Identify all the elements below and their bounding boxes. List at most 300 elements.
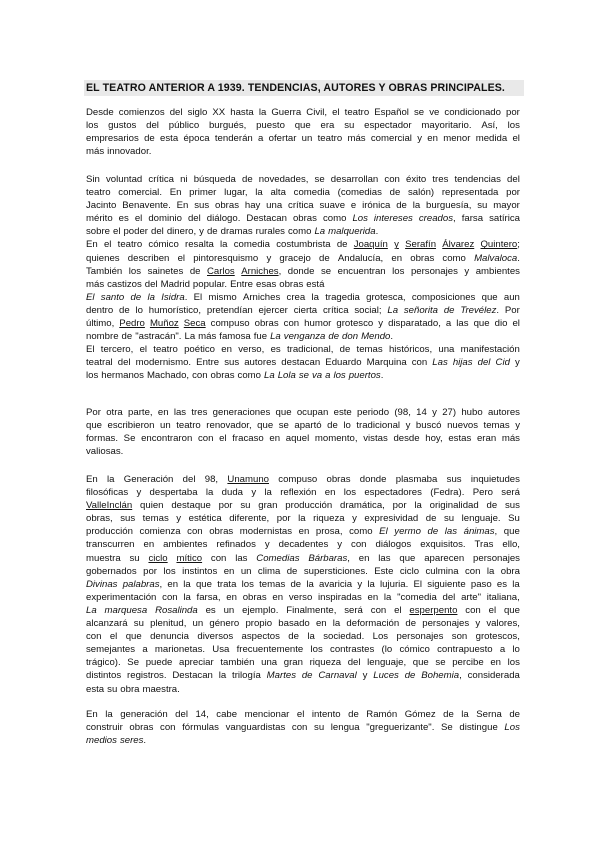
word: producción: [86, 526, 133, 538]
word: Las: [432, 357, 448, 369]
word: Tras: [474, 539, 494, 551]
word: esta: [160, 133, 179, 145]
word: y: [136, 487, 142, 499]
word: plasmaba: [395, 474, 438, 485]
word: mítico: [176, 552, 203, 564]
word: cómico: [399, 644, 430, 656]
word: esas: [256, 278, 277, 290]
word: Sin: [86, 174, 100, 185]
word: En: [86, 474, 98, 485]
word: irónica: [362, 200, 391, 212]
word: La: [264, 370, 275, 382]
word: que: [195, 578, 212, 590]
word: Por: [504, 304, 520, 316]
word: gustos: [108, 120, 137, 132]
word: La: [184, 331, 196, 343]
word: culmina: [425, 565, 459, 577]
word: e: [350, 200, 357, 212]
word: contrastes: [330, 644, 375, 656]
word: con: [351, 539, 367, 551]
word: marionetas.: [154, 644, 206, 656]
text-line: [86, 445, 520, 458]
word: de: [144, 133, 155, 145]
word: a: [499, 644, 506, 656]
text-line: [86, 119, 520, 132]
word: 98,: [204, 474, 219, 485]
text-line: [86, 212, 520, 225]
word: yermo: [394, 526, 421, 538]
word: Se: [123, 433, 136, 445]
word: gobernados: [86, 565, 137, 577]
word: y: [251, 487, 257, 499]
word: búsqueda: [193, 174, 236, 185]
word: aun: [503, 291, 520, 303]
word: El: [86, 344, 95, 356]
text-line: [86, 145, 520, 158]
word: teatro: [176, 420, 201, 432]
word: y: [417, 133, 422, 145]
word: como: [237, 370, 262, 382]
word: En: [176, 200, 189, 212]
word: su: [129, 552, 140, 564]
text-line: [86, 106, 520, 119]
word: "greguerizante".: [366, 722, 435, 734]
word: Trevélez.: [460, 304, 500, 316]
text-line: [86, 486, 520, 499]
word: la: [307, 631, 315, 643]
word: alcanzará: [86, 618, 128, 630]
word: es: [118, 213, 129, 225]
word: ejemplo.: [242, 604, 279, 616]
word: humorístico,: [148, 304, 202, 316]
text-line: [86, 591, 520, 604]
word: de: [288, 631, 299, 643]
word: de: [286, 565, 298, 577]
word: cabe: [216, 709, 238, 720]
word: teatral: [86, 357, 113, 369]
word: por: [392, 500, 407, 512]
word: como: [349, 526, 373, 538]
word: lo: [512, 644, 520, 656]
word: la: [105, 709, 113, 720]
word: vistas: [363, 433, 388, 445]
word: Desde: [86, 107, 114, 118]
word: parte,: [128, 407, 153, 418]
word: 27): [442, 407, 457, 418]
word: la: [107, 474, 115, 485]
word: de: [121, 331, 133, 343]
word: espectadores: [364, 487, 422, 499]
word: éxito: [405, 174, 427, 185]
word: obra: [120, 683, 140, 695]
word: formas.: [86, 433, 118, 445]
word: buscó: [415, 420, 442, 432]
word: fue: [253, 331, 268, 343]
word: del: [169, 107, 183, 118]
word: puesto: [256, 120, 285, 132]
word: alta: [270, 187, 286, 199]
word: Entre: [230, 278, 253, 290]
word: salón): [408, 187, 435, 199]
word: plenitud,: [150, 618, 187, 630]
word: "comedia: [397, 591, 437, 603]
word: maestra.: [142, 683, 180, 695]
word: trilogía: [232, 670, 261, 682]
text-line: [86, 512, 520, 525]
word: filosóficas: [86, 487, 129, 499]
word: farsa: [461, 213, 484, 225]
word: distintos: [86, 670, 122, 682]
word: del: [117, 357, 131, 369]
word: la: [218, 670, 227, 682]
word: la: [461, 709, 469, 720]
word: y: [515, 357, 520, 369]
word: lengua: [330, 722, 360, 734]
word: vanguardistas: [225, 722, 286, 734]
word: suave: [319, 200, 346, 212]
word: obras: [254, 318, 279, 330]
word: riqueza: [309, 657, 342, 669]
word: ofertar: [268, 133, 297, 145]
word: género: [209, 618, 240, 630]
word: siglo: [187, 107, 208, 118]
word: esperpento: [409, 604, 458, 616]
word: un: [301, 133, 313, 145]
word: se: [435, 657, 446, 669]
word: que: [503, 526, 520, 538]
word: la: [298, 513, 306, 525]
word: transcurren: [86, 539, 135, 551]
word: su: [344, 120, 355, 132]
word: tenderán: [214, 133, 253, 145]
word: de: [319, 252, 330, 264]
word: dramática,: [340, 500, 385, 512]
word: satírica: [489, 213, 520, 225]
word: el: [109, 631, 118, 643]
word: temas: [142, 513, 169, 525]
word: los: [507, 120, 520, 132]
word: con: [197, 433, 214, 445]
word: Se: [127, 657, 140, 669]
word: obras: [210, 370, 235, 382]
word: el: [103, 239, 112, 251]
word: y: [176, 513, 182, 525]
word: por: [506, 187, 520, 199]
word: castizos: [107, 278, 142, 290]
word: y: [405, 420, 411, 432]
word: las: [378, 552, 391, 564]
word: su: [477, 200, 488, 212]
word: lugar,: [224, 187, 248, 199]
word: una: [266, 200, 283, 212]
word: un: [223, 604, 235, 616]
word: históricos,: [388, 344, 433, 356]
word: generación: [120, 709, 168, 720]
word: La: [270, 331, 281, 343]
word: hay: [244, 200, 261, 212]
word: Luces: [373, 670, 399, 682]
word: de: [119, 304, 130, 316]
word: social;: [354, 304, 382, 316]
word: su: [314, 722, 325, 734]
word: tradicional,: [286, 344, 334, 356]
word: sociedad.: [323, 631, 365, 643]
word: quien: [140, 500, 164, 512]
text-line: [86, 173, 520, 186]
word: exquisitos.: [420, 539, 466, 551]
word: de: [339, 344, 351, 356]
word: del: [144, 278, 158, 290]
word: El: [413, 578, 423, 590]
word: mayor: [493, 200, 520, 212]
text-line: [86, 538, 520, 551]
word: fórmulas: [182, 722, 219, 734]
word: más: [86, 146, 105, 158]
word: que: [275, 407, 292, 418]
word: representada: [441, 187, 499, 199]
word: de: [336, 239, 348, 251]
word: Benavente.: [122, 200, 171, 212]
word: tercero,: [100, 344, 134, 356]
word: distingue: [459, 722, 498, 734]
word: comedia: [233, 239, 270, 251]
word: y: [378, 318, 384, 330]
word: de: [509, 709, 520, 720]
word: que: [503, 604, 520, 616]
word: la: [183, 591, 191, 603]
word: Machado,: [146, 370, 190, 382]
word: de: [242, 174, 253, 185]
word: de: [486, 500, 498, 512]
word: época: [183, 133, 210, 145]
word: Comedias: [256, 552, 300, 564]
word: Este: [374, 565, 394, 577]
word: con: [162, 591, 178, 603]
word: resalta: [185, 239, 214, 251]
word: en: [272, 591, 284, 603]
word: italiana,: [486, 591, 520, 603]
word: ánimas,: [463, 526, 498, 538]
document-title: EL TEATRO ANTERIOR A 1939. TENDENCIAS, AUTORES Y OBRAS PRINCIPALES.: [84, 80, 524, 96]
word: modernismo.: [135, 357, 192, 369]
word: y: [475, 618, 481, 630]
word: Joaquín: [353, 239, 388, 251]
word: más: [501, 433, 520, 445]
word: Destacan: [246, 213, 287, 225]
word: deformación: [346, 618, 400, 630]
word: la: [306, 578, 314, 590]
word: un: [192, 618, 204, 630]
word: en: [367, 591, 379, 603]
word: los: [310, 644, 323, 656]
word: innovador.: [107, 146, 152, 158]
text-line: [86, 708, 520, 721]
word: Martes: [266, 670, 296, 682]
word: un: [240, 565, 252, 577]
word: y: [266, 252, 272, 264]
word: Los: [372, 631, 389, 643]
word: La: [387, 304, 399, 316]
word: ve: [429, 107, 440, 118]
word: seres.: [119, 735, 147, 747]
word: el: [512, 133, 520, 145]
word: los: [343, 487, 357, 499]
word: ejercer: [258, 304, 288, 316]
word: que: [86, 420, 103, 432]
word: del: [507, 174, 520, 185]
word: las: [173, 407, 187, 418]
word: Muñoz: [149, 318, 179, 330]
word: donde: [287, 265, 315, 277]
word: en: [223, 565, 235, 577]
word: comienzos: [118, 107, 165, 118]
word: momento,: [314, 433, 358, 445]
word: en: [427, 133, 438, 145]
word: voluntad: [106, 174, 143, 185]
word: que: [294, 120, 311, 132]
word: mencionar: [244, 709, 290, 720]
word: dentro: [86, 304, 114, 316]
word: los: [86, 120, 99, 132]
word: dramas: [220, 226, 253, 238]
word: los: [333, 370, 346, 382]
word: poético: [184, 344, 216, 356]
word: mayoritario.: [421, 120, 472, 132]
word: inquietudes: [470, 474, 520, 485]
text-line: [86, 238, 520, 251]
word: en: [324, 487, 336, 499]
text-line: [86, 669, 520, 682]
word: intento: [311, 709, 341, 720]
word: los: [163, 565, 176, 577]
word: como: [287, 226, 312, 238]
word: en: [167, 578, 179, 590]
word: con: [210, 552, 227, 564]
word: una: [438, 344, 455, 356]
word: el: [296, 709, 305, 720]
word: obras,: [86, 513, 113, 525]
word: a: [325, 370, 331, 382]
word: decadentes: [278, 539, 329, 551]
text-line: [86, 565, 520, 578]
word: tres: [432, 174, 449, 185]
word: con: [411, 357, 428, 369]
word: composiciones: [411, 291, 476, 303]
word: (lo: [381, 644, 393, 656]
word: personajes: [410, 265, 458, 277]
word: Finalmente,: [286, 604, 337, 616]
word: el: [488, 604, 497, 616]
text-line: [86, 252, 520, 265]
text-line: [86, 721, 520, 734]
word: la: [332, 618, 341, 630]
word: Destacan: [172, 670, 213, 682]
word: los: [86, 370, 99, 382]
text-line: [86, 604, 520, 617]
text-line: [86, 343, 520, 356]
word: Mendo.: [361, 331, 394, 343]
word: teatro: [117, 239, 143, 251]
word: eran: [476, 433, 497, 445]
word: del: [146, 120, 159, 132]
word: puertos.: [348, 370, 384, 382]
word: cierta: [293, 304, 318, 316]
word: el: [134, 213, 143, 225]
word: en: [315, 618, 327, 630]
text-line: [86, 317, 520, 330]
word: refinados: [216, 539, 256, 551]
word: estas: [448, 433, 472, 445]
word: con: [160, 722, 176, 734]
word: farsa,: [196, 591, 221, 603]
word: que: [399, 552, 416, 564]
paragraph-renovating-theatre: [86, 406, 520, 458]
word: quienes: [86, 252, 120, 264]
word: con: [464, 565, 481, 577]
word: sus: [224, 357, 240, 369]
word: frecuentemente: [236, 644, 304, 656]
word: desarrollan: [330, 174, 379, 185]
text-line: [86, 499, 520, 512]
word: burgués,: [208, 120, 247, 132]
word: su: [240, 500, 251, 512]
word: del: [182, 474, 196, 485]
word: apartó: [294, 420, 322, 432]
word: ciclo: [399, 565, 420, 577]
word: es: [205, 604, 216, 616]
text-line: [86, 630, 520, 643]
word: (comedias: [337, 187, 382, 199]
word: pintoresquismo: [193, 252, 259, 264]
word: temas: [356, 344, 383, 356]
word: trata: [217, 578, 237, 590]
word: por: [218, 500, 233, 512]
word: Seca: [183, 318, 206, 330]
text-line: [86, 304, 520, 317]
word: será: [344, 604, 363, 616]
word: gran: [283, 657, 303, 669]
word: en: [157, 407, 169, 418]
word: el: [219, 433, 227, 445]
word: en: [298, 526, 310, 538]
word: burguesía,: [426, 200, 472, 212]
word: basado: [278, 618, 310, 630]
word: grotesco: [336, 318, 374, 330]
word: en: [358, 552, 370, 564]
word: 14,: [195, 709, 209, 720]
word: empresarios: [86, 133, 139, 145]
text-line: [86, 734, 520, 747]
word: Los: [352, 213, 368, 225]
word: fracaso: [232, 433, 264, 445]
word: originalidad: [429, 500, 479, 512]
word: modernistas: [239, 526, 293, 538]
word: Gómez: [404, 709, 436, 720]
word: ciclo: [148, 552, 168, 564]
word: de: [443, 709, 454, 720]
word: Álvarez: [442, 239, 475, 251]
word: destaque: [171, 500, 211, 512]
word: crítica: [148, 174, 174, 185]
text-line: [86, 265, 520, 278]
word: es: [270, 344, 281, 356]
word: el: [177, 252, 186, 264]
word: venganza: [283, 331, 326, 343]
word: primer: [189, 187, 217, 199]
word: obras: [326, 474, 351, 485]
word: dominio: [148, 213, 182, 225]
word: manifestación: [460, 344, 520, 356]
